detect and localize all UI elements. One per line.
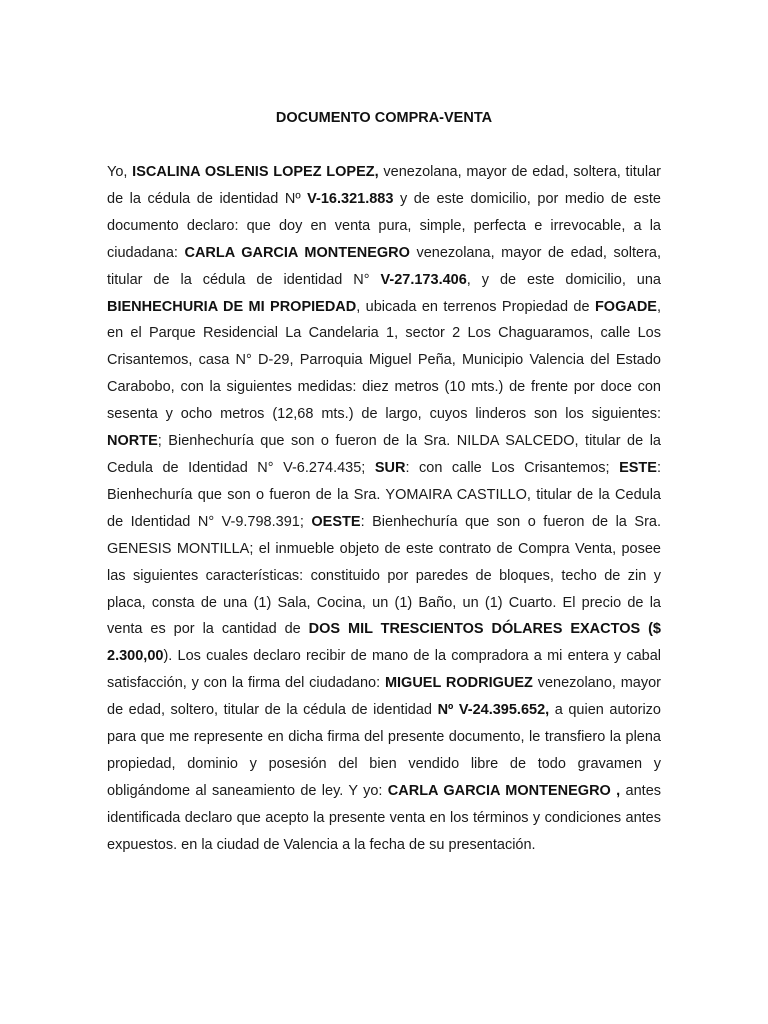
body-text: : Bienhechuría que son o fueron de la Sra. GENESIS MONTILLA; el inmueble objeto de este contrato de Compra Venta, posee las siguientes características: constituido por paredes de bloques, techo de zin y placa, consta de una (1) Sala, Cocina, un (1) Baño, un (1) Cuarto. El precio de la venta es por la cantidad de <box>107 513 661 638</box>
boundary-south: SUR <box>374 459 406 476</box>
document-body <box>107 159 661 859</box>
land-owner: FOGADE <box>594 298 657 315</box>
seller-id: V-16.321.883 <box>307 190 394 207</box>
buyer-name-acceptance: CARLA GARCIA MONTENEGRO , <box>387 782 621 799</box>
buyer-name: CARLA GARCIA MONTENEGRO <box>184 244 410 261</box>
boundary-north: NORTE <box>107 433 158 450</box>
buyer-id: V-27.173.406 <box>380 271 467 288</box>
body-text: venezolana, mayor de edad, soltera, titular de la cédula de identidad Nº <box>107 164 661 207</box>
body-text: antes identificada declaro que acepto la presente venta en los términos y condiciones antes expuestos. en la ciudad de Valencia a la fecha de su presentación. <box>107 782 662 853</box>
body-text: : con calle Los Crisantemos; <box>405 459 620 476</box>
representative-name: MIGUEL RODRIGUEZ <box>384 675 533 692</box>
document-title: DOCUMENTO COMPRA-VENTA <box>275 110 493 126</box>
body-text: , en el Parque Residencial La Candelaria 1, sector 2 Los Chaguaramos, calle Los Crisantemos, casa N° D-29, Parroquia Miguel Peña, Municipio Valencia del Estado Carabobo, con la siguientes medidas: diez metros (10 mts.) de frente por doce con sesenta y ocho metros (12,68 mts.) de largo, cuyos linderos son los siguientes: <box>107 298 661 423</box>
body-text: , y de este domicilio, una <box>466 271 661 288</box>
body-text: y de este domicilio, por medio de este documento declaro: que doy en venta pura, simple, perfecta e irrevocable, a la ciudadana: <box>107 190 661 261</box>
representative-id: Nº V-24.395.652, <box>437 702 550 719</box>
boundary-east: ESTE <box>619 459 657 476</box>
body-text: ). Los cuales declaro recibir de mano de la compradora a mi entera y cabal satisfacción, y con la firma del ciudadano: <box>107 648 661 692</box>
body-text: venezolana, mayor de edad, soltera, titular de la cédula de identidad N° <box>107 244 661 288</box>
sale-price: DOS MIL TRESCIENTOS DÓLARES EXACTOS ($ 2.300,00 <box>107 621 661 665</box>
body-text: ; Bienhechuría que son o fueron de la Sra. NILDA SALCEDO, titular de la Cedula de Identidad N° V-6.274.435; <box>107 433 661 476</box>
body-text: a quien autorizo para que me represente en dicha firma del presente documento, le transfiero la plena propiedad, dominio y posesión del bien vendido libre de todo gravamen y obligándome al saneamiento de ley. Y yo: <box>107 702 661 799</box>
property-label: BIENHECHURIA DE MI PROPIEDAD <box>107 298 357 315</box>
body-text: : Bienhechuría que son o fueron de la Sra. YOMAIRA CASTILLO, titular de la Cedula de Identidad N° V-9.798.391; <box>107 459 661 530</box>
body-text: Yo, <box>107 164 133 180</box>
body-text: venezolano, mayor de edad, soltero, titular de la cédula de identidad <box>107 675 662 719</box>
body-text: , ubicada en terrenos Propiedad de <box>356 298 595 315</box>
boundary-west: OESTE <box>311 513 361 530</box>
seller-name: ISCALINA OSLENIS LOPEZ LOPEZ, <box>132 164 379 180</box>
